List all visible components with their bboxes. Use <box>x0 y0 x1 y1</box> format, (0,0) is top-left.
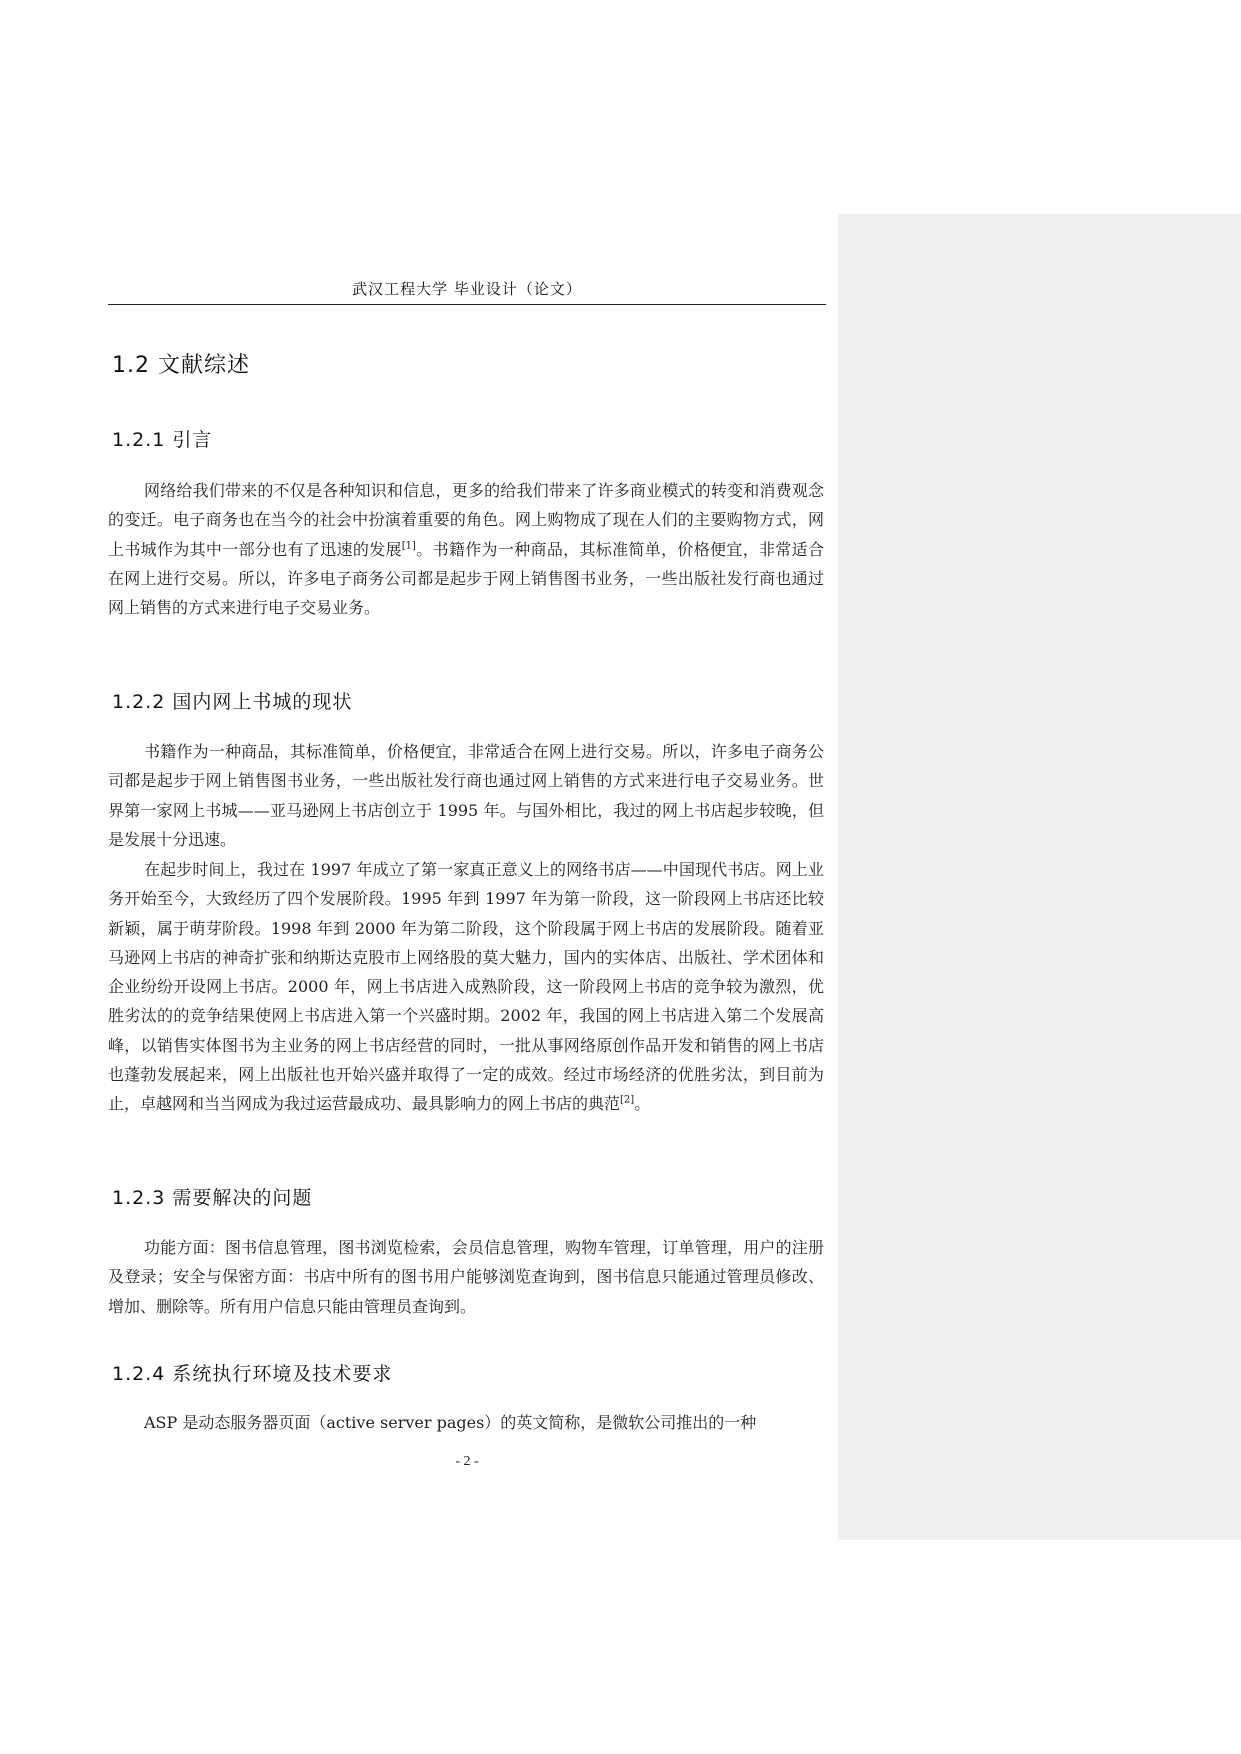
page-number: - 2 - <box>455 1454 479 1469</box>
section-heading: 1.2 文献综述 <box>112 353 250 378</box>
paragraph: 网络给我们带来的不仅是各种知识和信息，更多的给我们带来了许多商业模式的转变和消费观念的变迁。电子商务也在当今的社会中扮演着重要的角色。网上购物成了现在人们的主要购物方式，网上书城作为其中一部分也有了迅速的发展[1]。书籍作为一种商品，其标准简单，价格便宜，非常适合在网上进行交易。所以，许多电子商务公司都是起步于网上销售图书业务，一些出版社发行商也通过网上销售的方式来进行电子交易业务。 <box>108 481 824 618</box>
header-rule <box>108 304 826 305</box>
citation-ref: [1] <box>401 540 416 552</box>
citation-ref: [2] <box>620 1095 635 1107</box>
subsection-heading-environment: 1.2.4 系统执行环境及技术要求 <box>112 1363 393 1385</box>
paragraph: 书籍作为一种商品，其标准简单，价格便宜，非常适合在网上进行交易。所以，许多电子商务公司都是起步于网上销售图书业务，一些出版社发行商也通过网上销售的方式来进行电子交易业务。世界第一家网上书城——亚马逊网上书店创立于 1995 年。与国外相比，我过的网上书店起步较晚，但是发展十分迅速。 <box>108 742 824 849</box>
comment-sidebar <box>838 214 1241 1540</box>
subsection-heading-problems: 1.2.3 需要解决的问题 <box>112 1187 313 1209</box>
running-header: 武汉工程大学 毕业设计（论文） <box>352 280 582 298</box>
paragraph: ASP 是动态服务器页面（active server pages）的英文简称，是微软公司推出的一种 <box>144 1413 757 1432</box>
paragraph: 功能方面：图书信息管理，图书浏览检索，会员信息管理，购物车管理，订单管理，用户的注册及登录；安全与保密方面：书店中所有的图书用户能够浏览查询到，图书信息只能通过管理员修改、增加、删除等。所有用户信息只能由管理员查询到。 <box>108 1238 824 1316</box>
subsection-heading-intro: 1.2.1 引言 <box>112 429 213 451</box>
paragraph: 在起步时间上，我过在 1997 年成立了第一家真正意义上的网络书店——中国现代书店。网上业务开始至今，大致经历了四个发展阶段。1995 年到 1997 年为第一阶段，这一阶段网上书店还比较新颖，属于萌芽阶段。1998 年到 2000 年为第二阶段，这个阶段属于网上书店的发展阶段。随着亚马逊网上书店的神奇扩张和纳斯达克股市上网络股的莫大魅力，国内的实体店、出版社、学术团体和企业纷纷开设网上书店。2000 年，网上书店进入成熟阶段，这一阶段网上书店的竞争较为激烈，优胜劣汰的的竞争结果使网上书店进入第一个兴盛时期。2002 年，我国的网上书店进入第二个发展高峰，以销售实体图书为主业务的网上书店经营的同时，一批从事网络原创作品开发和销售的网上书店也蓬勃发展起来，网上出版社也开始兴盛并取得了一定的成效。经过市场经济的优胜劣汰，到目前为止，卓越网和当当网成为我过运营最成功、最具影响力的网上书店的典范[2]。 <box>108 860 824 1114</box>
subsection-heading-status: 1.2.2 国内网上书城的现状 <box>112 691 353 713</box>
